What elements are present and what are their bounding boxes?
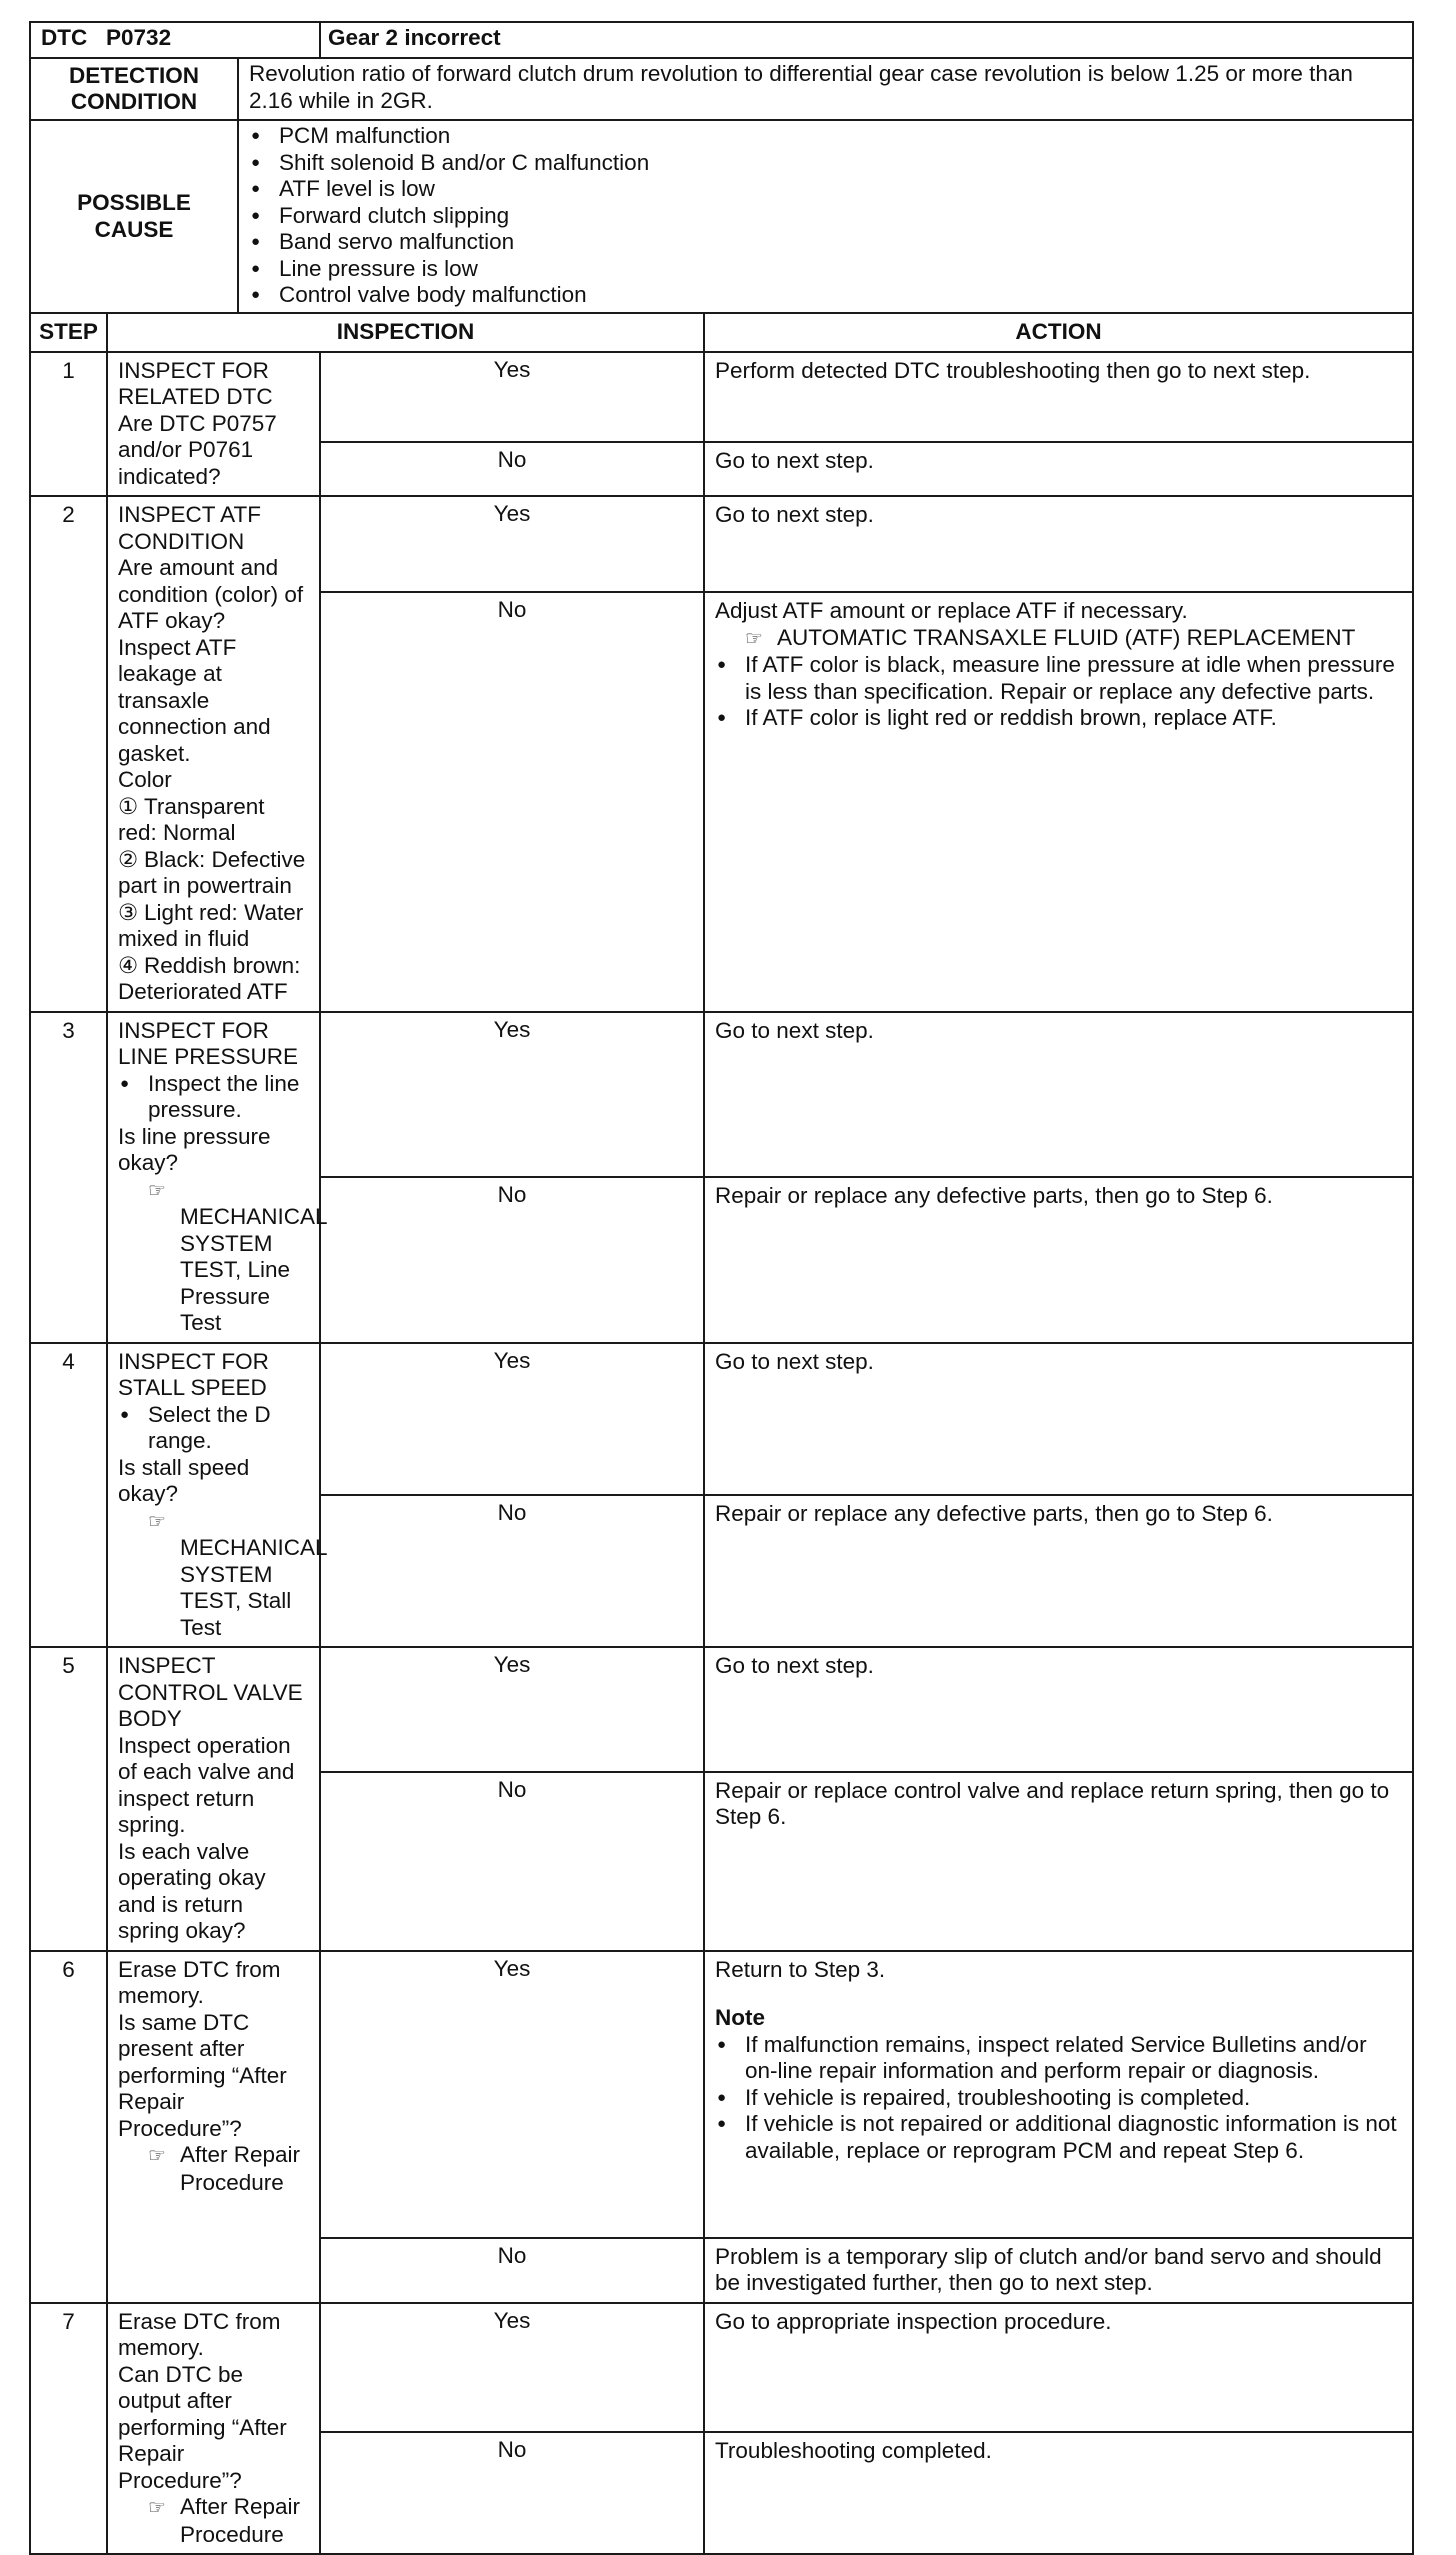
circled-number: ④ (118, 952, 139, 978)
step-bullets (118, 1071, 309, 1124)
step-question: Is each valve operating okay and is return spring okay? (118, 1838, 266, 1943)
step-number: 3 (30, 1012, 107, 1343)
no-label: No (320, 442, 704, 496)
no-action: Repair or replace any defective parts, then go to Step 6. (704, 1495, 1413, 1647)
step-line: Erase DTC from memory. (118, 2308, 281, 2360)
circled-number: ① (118, 793, 139, 819)
column-header-row (30, 313, 1413, 352)
color-item (118, 847, 309, 900)
possible-cause-list (249, 123, 1402, 309)
pointing-hand-icon: ☞ (745, 627, 763, 650)
no-label: No (320, 1772, 704, 1951)
step-question: Can DTC be output after performing “After Repair Procedure”? (118, 2361, 287, 2493)
yes-action: Perform detected DTC troubleshooting then go to next step. (704, 352, 1413, 442)
step-question: Is line pressure okay? (118, 1123, 271, 1175)
reference-link[interactable] (118, 2494, 309, 2548)
step-row (30, 496, 1413, 592)
dtc-code-cell (30, 22, 320, 58)
detection-label: DETECTION CONDITION (30, 58, 238, 120)
detection-text: Revolution ratio of forward clutch drum revolution to differential gear case revolution is below 1.25 or more than 2.16 while in 2GR. (238, 58, 1413, 120)
list-item: ● PCM malfunction (249, 123, 1402, 150)
step-row (30, 352, 1413, 442)
yes-label: Yes (320, 1012, 704, 1178)
yes-action: Go to next step. (704, 496, 1413, 592)
step-row (30, 1012, 1413, 1178)
step-question: Is same DTC present after performing “After Repair Procedure”? (118, 2009, 287, 2141)
no-action: Repair or replace any defective parts, then go to Step 6. (704, 1177, 1413, 1343)
list-item: ● If malfunction remains, inspect related Service Bulletins and/or on-line repair information and perform repair or diagnosis. (715, 2032, 1402, 2085)
reference-text: After Repair Procedure (180, 2494, 301, 2547)
reference-text: MECHANICAL SYSTEM TEST, Stall Test (180, 1535, 327, 1640)
yes-label: Yes (320, 1343, 704, 1495)
step-number: 5 (30, 1647, 107, 1951)
list-item: ● If vehicle is not repaired or additional diagnostic information is not available, replace or reprogram PCM and repeat Step 6. (715, 2111, 1402, 2164)
possible-cause-row (30, 120, 1413, 313)
no-action: Go to next step. (704, 442, 1413, 496)
no-action: Troubleshooting completed. (704, 2432, 1413, 2554)
reference-link[interactable] (118, 2142, 309, 2196)
note-bullets (715, 2032, 1402, 2165)
detection-row (30, 58, 1413, 120)
list-item: ● If vehicle is repaired, troubleshooting is completed. (715, 2085, 1402, 2112)
color-text: Transparent red: Normal (118, 793, 265, 845)
step-row (30, 1343, 1413, 1495)
dtc-code: P0732 (106, 25, 172, 50)
step-row (30, 2303, 1413, 2432)
list-item: ● Line pressure is low (249, 256, 1402, 283)
no-action-cell (704, 592, 1413, 1011)
step-line: Color (118, 767, 172, 792)
yes-action: Go to appropriate inspection procedure. (704, 2303, 1413, 2432)
list-item: ● If ATF color is black, measure line pressure at idle when pressure is less than specification. Repair or replace any defective parts. (715, 652, 1402, 705)
color-text: Black: Defective part in powertrain (118, 846, 306, 898)
step-number: 4 (30, 1343, 107, 1648)
step-inspection (107, 2303, 320, 2555)
color-item (118, 953, 309, 1006)
step-number: 7 (30, 2303, 107, 2555)
list-item: ● Select the D range. (118, 1402, 309, 1455)
list-item: ● Control valve body malfunction (249, 282, 1402, 309)
no-label: No (320, 1495, 704, 1647)
yes-label: Yes (320, 1647, 704, 1772)
list-item: ● Band servo malfunction (249, 229, 1402, 256)
step-line: Inspect ATF leakage at transaxle connection and gasket. (118, 634, 271, 766)
step-line: Erase DTC from memory. (118, 1956, 281, 2008)
no-label: No (320, 592, 704, 1011)
step-line: Are amount and condition (color) of ATF okay? (118, 555, 304, 633)
list-item: ● Inspect the line pressure. (118, 1071, 309, 1124)
col-action-header: ACTION (704, 313, 1413, 352)
yes-action: Go to next step. (704, 1012, 1413, 1178)
pointing-hand-icon: ☞ (148, 1510, 166, 1533)
reference-link[interactable] (118, 1177, 327, 1337)
step-title: INSPECT CONTROL VALVE BODY (118, 1653, 303, 1731)
yes-action: Go to next step. (704, 1647, 1413, 1772)
yes-label: Yes (320, 2303, 704, 2432)
yes-label: Yes (320, 1951, 704, 2238)
possible-cause-label: POSSIBLE CAUSE (30, 120, 238, 313)
step-title: INSPECT FOR STALL SPEED (118, 1348, 269, 1400)
list-item: ● If ATF color is light red or reddish brown, replace ATF. (715, 705, 1402, 732)
color-item (118, 900, 309, 953)
step-question: Are DTC P0757 and/or P0761 indicated? (118, 410, 277, 489)
no-label: No (320, 1177, 704, 1343)
no-action: Adjust ATF amount or replace ATF if necessary. (715, 598, 1188, 624)
step-title: INSPECT FOR LINE PRESSURE (118, 1017, 299, 1069)
dtc-troubleshooting-table (29, 21, 1414, 2555)
list-item: ● Forward clutch slipping (249, 203, 1402, 230)
step-row (30, 1647, 1413, 1772)
reference-link[interactable] (118, 1508, 327, 1642)
step-inspection (107, 1951, 320, 2303)
reference-text: After Repair Procedure (180, 2142, 301, 2195)
circled-number: ② (118, 846, 139, 872)
yes-action: Return to Step 3. (715, 1956, 886, 1982)
step-question: Is stall speed okay? (118, 1454, 250, 1506)
circled-number: ③ (118, 899, 139, 925)
color-text: Light red: Water mixed in fluid (118, 899, 304, 951)
dtc-label: DTC (41, 25, 88, 50)
reference-text: MECHANICAL SYSTEM TEST, Line Pressure Test (180, 1204, 327, 1335)
yes-label: Yes (320, 352, 704, 442)
color-item (118, 794, 309, 847)
pointing-hand-icon: ☞ (148, 2497, 166, 2519)
list-item: ● Shift solenoid B and/or C malfunction (249, 150, 1402, 177)
col-inspection-header: INSPECTION (107, 313, 704, 352)
reference-link[interactable] (715, 625, 1402, 653)
step-number: 6 (30, 1951, 107, 2303)
no-label: No (320, 2238, 704, 2303)
step-number: 1 (30, 352, 107, 497)
pointing-hand-icon: ☞ (148, 2145, 166, 2167)
step-inspection (107, 496, 320, 1012)
step-inspection (107, 1343, 327, 1648)
possible-cause-cell (238, 120, 1413, 313)
step-title: INSPECT ATF CONDITION (118, 502, 261, 554)
list-item: ● ATF level is low (249, 176, 1402, 203)
step-number: 2 (30, 496, 107, 1012)
reference-text: AUTOMATIC TRANSAXLE FLUID (ATF) REPLACEMENT (777, 624, 1356, 650)
dtc-header-row (30, 22, 1413, 58)
dtc-title: Gear 2 incorrect (320, 22, 1413, 58)
step-inspection (107, 1647, 320, 1951)
step-bullets (118, 1402, 309, 1455)
no-action: Problem is a temporary slip of clutch and/or band servo and should be investigated further, then go to next step. (704, 2238, 1413, 2303)
yes-action: Go to next step. (704, 1343, 1413, 1495)
pointing-hand-icon: ☞ (148, 1179, 166, 1202)
step-row (30, 1951, 1413, 2238)
col-step-header: STEP (30, 313, 107, 352)
step-line: Inspect operation of each valve and inspect return spring. (118, 1732, 295, 1837)
note-title: Note (715, 2005, 766, 2030)
no-action: Repair or replace control valve and replace return spring, then go to Step 6. (704, 1772, 1413, 1951)
step-inspection (107, 1012, 327, 1343)
action-bullets (715, 652, 1402, 732)
color-text: Reddish brown: Deteriorated ATF (118, 952, 301, 1004)
yes-action-cell (704, 1951, 1413, 2238)
step-inspection (107, 352, 320, 497)
yes-label: Yes (320, 496, 704, 592)
step-title: INSPECT FOR RELATED DTC (118, 357, 273, 409)
no-label: No (320, 2432, 704, 2554)
